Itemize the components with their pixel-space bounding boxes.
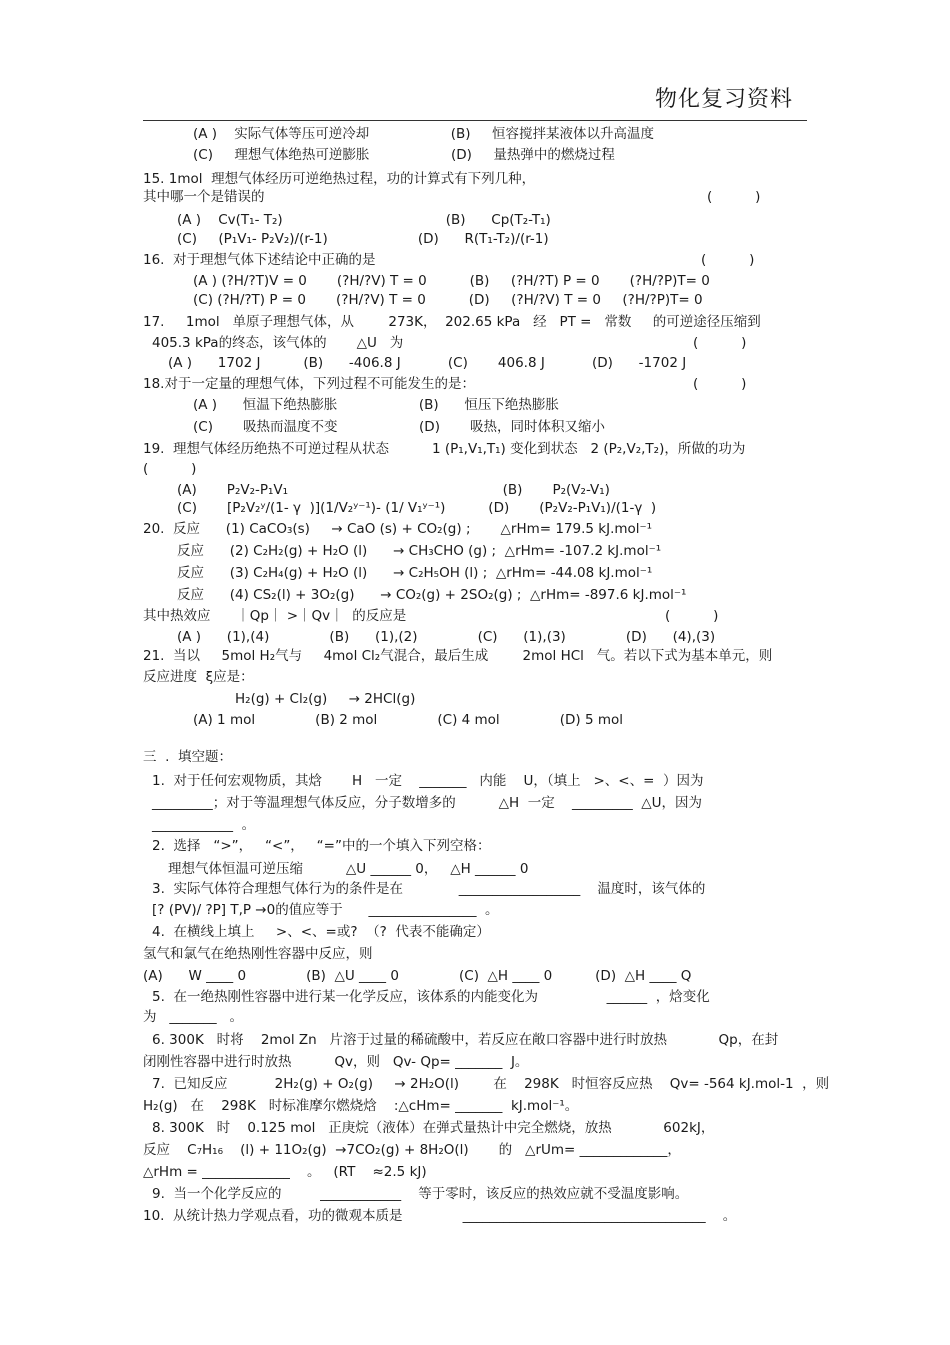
text-line: 20. 反应 (1) CaCO₃(s) → CaO (s) + CO₂(g) ; △rHm= 179.5 kJ.mol⁻¹ (143, 521, 653, 537)
text-line: 18.对于一定量的理想气体，下列过程不可能发生的是： (143, 376, 475, 392)
text-line: 氢气和氯气在绝热刚性容器中反应，则 (143, 946, 373, 962)
text-line: 反应 (2) C₂H₂(g) + H₂O (l) → CH₃CHO (g) ; △rHm= -107.2 kJ.mol⁻¹ (177, 543, 662, 559)
text-line: 反应 (4) CS₂(l) + 3O₂(g) → CO₂(g) + 2SO₂(g) ; △rHm= -897.6 kJ.mol⁻¹ (177, 587, 687, 603)
text-line: (A ) 实际气体等压可逆冷却 (B) 恒容搅拌某液体以升高温度 (193, 126, 655, 142)
text-line: 9. 当一个化学反应的 ____________ 等于零时，该反应的热效应就不受温度影响。 (152, 1186, 689, 1202)
text-line: 反应 (3) C₂H₄(g) + H₂O (l) → C₂H₅OH (l) ; △rHm= -44.08 kJ.mol⁻¹ (177, 565, 653, 581)
text-line: 17. 1mol 单原子理想气体，从 273K， 202.65 kPa 经 PT = 常数 的可逆途径压缩到 (143, 314, 761, 330)
text-line: (C) (P₁V₁- P₂V₂)/(r-1) (D) R(T₁-T₂)/(r-1) (177, 231, 549, 247)
text-line: 为 _______ 。 (143, 1009, 243, 1025)
text-line: 7. 已知反应 2H₂(g) + O₂(g) → 2H₂O(l) 在 298K 时恒容反应热 Qv= -564 kJ.mol-1 ，则 (152, 1076, 830, 1092)
text-line: ( ) (707, 189, 761, 205)
text-line: △rHm = _____________ 。 (RT ≈2.5 kJ) (143, 1164, 427, 1180)
text-line: (A ) 1702 J (B) -406.8 J (C) 406.8 J (D) -1702 J (168, 355, 687, 371)
page-header-title: 物化复习资料 (655, 87, 794, 112)
text-line: 15. 1mol 理想气体经历可逆绝热过程，功的计算式有下列几种， (143, 171, 536, 187)
text-line: (A) W ____ 0 (B) △U ____ 0 (C) △H ____ 0 (D) △H ____ Q (143, 968, 692, 984)
text-line: 反应进度 ξ应是： (143, 669, 254, 685)
text-line: 405.3 kPa的终态，该气体的 △U 为 (152, 335, 404, 351)
text-line: 19. 理想气体经历绝热不可逆过程从状态 1 (P₁,V₁,T₁) 变化到状态 2 (P₂,V₂,T₂)，所做的功为 (143, 441, 746, 457)
text-line: 1. 对于任何宏观物质，其焓 H 一定 _______ 内能 U，（填上 >、<、= ）因为 (152, 773, 704, 789)
text-line: (A ) 恒温下绝热膨胀 (B) 恒压下绝热膨胀 (193, 397, 559, 413)
text-line: (A) P₂V₂-P₁V₁ (B) P₂(V₂-V₁) (177, 482, 610, 498)
text-line: 其中热效应 ｜Qp｜ >｜Qv｜ 的反应是 (143, 608, 407, 624)
text-line: 10. 从统计热力学观点看，功的微观本质是 ____________________________________ 。 (143, 1208, 737, 1224)
text-line: 21. 当以 5mol H₂气与 4mol Cl₂气混合，最后生成 2mol HCl 气。若以下式为基本单元，则 (143, 648, 773, 664)
text-line: H₂(g) + Cl₂(g) → 2HCl(g) (235, 691, 416, 707)
text-line: [? (PV)/ ?P] T,P →0的值应等于 ________________ 。 (152, 902, 499, 918)
text-line: 反应 C₇H₁₆ (l) + 11O₂(g) →7CO₂(g) + 8H₂O(l) 的 △rUm= _____________， (143, 1142, 681, 1158)
text-line: 理想气体恒温可逆压缩 △U ______ 0， △H ______ 0 (168, 861, 529, 877)
text-line: 5. 在一绝热刚性容器中进行某一化学反应，该体系的内能变化为 ______ ，焓变化 (152, 989, 710, 1005)
text-line: 8. 300K 时 0.125 mol 正庚烷（液体）在弹式量热计中完全燃烧，放热 602kJ， (152, 1120, 715, 1136)
text-line: _________；对于等温理想气体反应，分子数增多的 △H 一定 _________ △U，因为 (152, 795, 703, 811)
text-line: (C) (?H/?T) P = 0 (?H/?V) T = 0 (D) (?H/?V) T = 0 (?H/?P)T= 0 (193, 292, 703, 308)
text-line: (A ) (?H/?T)V = 0 (?H/?V) T = 0 (B) (?H/?T) P = 0 (?H/?P)T= 0 (193, 273, 710, 289)
text-line: (C) [P₂V₂ʸ/(1- γ )](1/V₂ʸ⁻¹)- (1/ V₁ʸ⁻¹) (D) (P₂V₂-P₁V₁)/(1-γ ) (177, 500, 657, 516)
text-line: 其中哪一个是错误的 (143, 189, 265, 205)
text-line: 16. 对于理想气体下述结论中正确的是 (143, 252, 376, 268)
text-line: ( ) (665, 608, 719, 624)
text-line: ( ) (693, 376, 747, 392)
text-line: ( ) (701, 252, 755, 268)
text-line: ( ) (143, 461, 197, 477)
text-line: 6. 300K 时将 2mol Zn 片溶于过量的稀硫酸中，若反应在敞口容器中进行时放热 Qp，在封 (152, 1032, 779, 1048)
text-line: 闭刚性容器中进行时放热 Qv，则 Qv- Qp= _______ J。 (143, 1054, 529, 1070)
text-line: 4. 在横线上填上 >、<、=或? （? 代表不能确定） (152, 924, 490, 940)
text-line: (A ) Cv(T₁- T₂) (B) Cp(T₂-T₁) (177, 212, 551, 228)
text-line: ____________ 。 (152, 817, 256, 833)
text-line: H₂(g) 在 298K 时标准摩尔燃烧焓 :△cHm= _______ kJ.mol⁻¹。 (143, 1098, 579, 1114)
text-line: ( ) (693, 335, 747, 351)
text-line: (C) 理想气体绝热可逆膨胀 (D) 量热弹中的燃烧过程 (193, 147, 615, 163)
text-line: (A) 1 mol (B) 2 mol (C) 4 mol (D) 5 mol (193, 712, 624, 728)
text-line: (A ) (1),(4) (B) (1),(2) (C) (1),(3) (D) (4),(3) (177, 629, 716, 645)
text-line: 三 . 填空题： (143, 749, 232, 765)
text-line: 2. 选择 “>”， “<”， “=”中的一个填入下列空格： (152, 838, 491, 854)
text-line: 3. 实际气体符合理想气体行为的条件是在 __________________ 温度时，该气体的 (152, 881, 706, 897)
header-rule (143, 120, 807, 121)
text-line: (C) 吸热而温度不变 (D) 吸热，同时体积又缩小 (193, 419, 605, 435)
